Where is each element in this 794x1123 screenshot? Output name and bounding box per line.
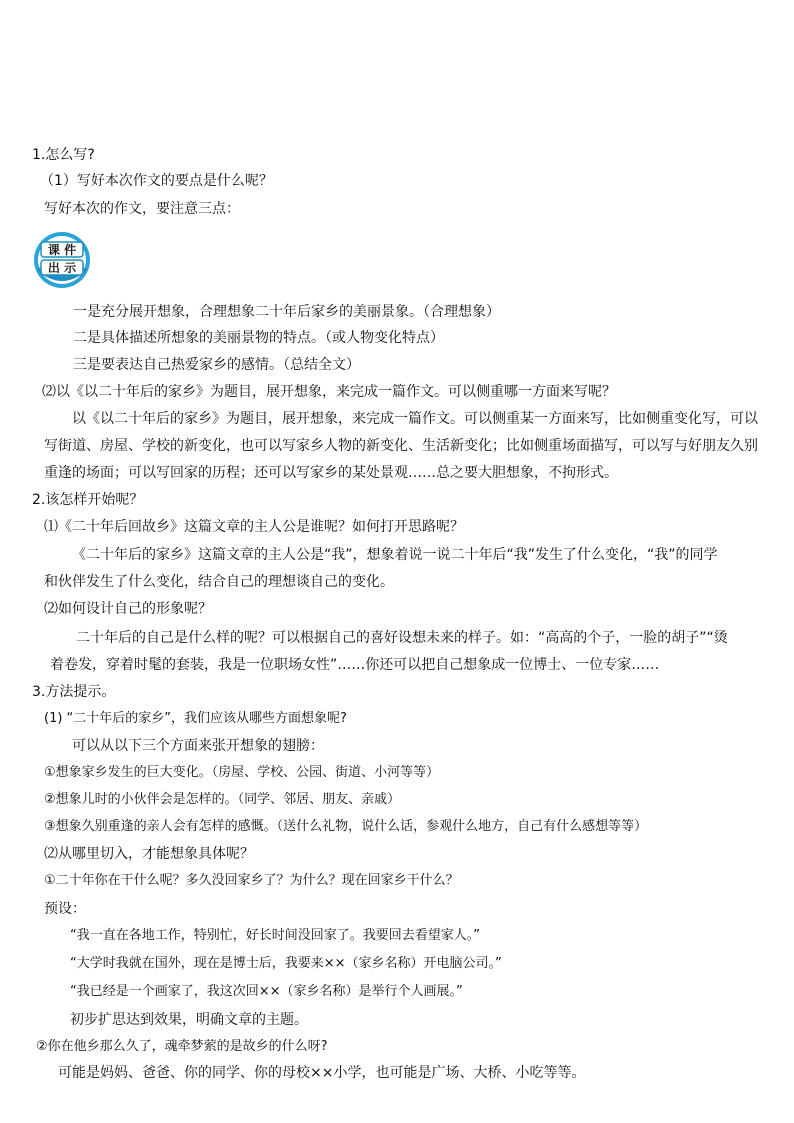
list-item: ②想象儿时的小伙伴会是怎样的。（同学、邻居、朋友、亲戚）: [44, 792, 401, 807]
point-two: 二是具体描述所想象的美丽景物的特点。（或人物变化特点）: [73, 330, 444, 346]
paragraph: 可以从以下三个方面来张开想象的翅膀：: [72, 738, 324, 754]
preset-quote: “大学时我就在国外，现在是博士后，我要来××（家乡名称）开电脑公司。”: [70, 956, 502, 971]
list-item: ①二十年你在干什么呢？多久没回家乡了？为什么？现在回家乡干什么？: [44, 873, 459, 888]
question-3-2: ⑵从哪里切入，才能想象具体呢？: [44, 846, 254, 862]
paragraph: 初步扩思达到效果，明确文章的主题。: [70, 1012, 308, 1028]
question-1-2: ⑵以《以二十年后的家乡》为题目，展开想象，来完成一篇作文。可以侧重哪一方面来写呢？: [42, 384, 616, 400]
question-1-1: （1）写好本次作文的要点是什么呢？: [40, 173, 273, 189]
preset-label: 预设：: [44, 901, 86, 917]
question-2-1: ⑴《二十年后回故乡》这篇文章的主人公是谁呢？如何打开思路呢？: [44, 519, 464, 535]
paragraph: 可能是妈妈、爸爸、你的同学、你的母校××小学，也可能是广场、大桥、小吃等等。: [58, 1065, 586, 1081]
paragraph: 写街道、房屋、学校的新变化，也可以写家乡人物的新变化、生活新变化；比如侧重场面描写，可以写与好朋友久别: [44, 438, 758, 454]
courseware-badge-icon: [33, 231, 91, 289]
badge-line2: 出 示: [47, 261, 77, 275]
paragraph: 着卷发，穿着时髦的套装，我是一位职场女性”……你还可以把自己想象成一位博士、一位专家……: [50, 657, 660, 673]
paragraph: 《二十年后的家乡》这篇文章的主人公是“我”，想象着说一说二十年后“我”发生了什么变化，“我”的同学: [72, 547, 718, 563]
list-item: ③想象久别重逢的亲人会有怎样的感慨。（送什么礼物，说什么话，参观什么地方，自己有什么感想等等）: [44, 819, 648, 834]
heading-method-tips: 3.方法提示。: [32, 684, 116, 700]
preset-quote: “我已经是一个画家了，我这次回××（家乡名称）是举行个人画展。”: [70, 984, 463, 999]
point-one: 一是充分展开想象，合理想象二十年后家乡的美丽景象。（合理想象）: [73, 304, 500, 320]
courseware-badge: [33, 231, 91, 289]
paragraph: 写好本次的作文，要注意三点：: [44, 201, 240, 217]
paragraph: 重逢的场面；可以写回家的历程；还可以写家乡的某处景观……总之要大胆想象，不拘形式。: [44, 465, 618, 481]
question-3-1: (1) “二十年后的家乡”，我们应该从哪些方面想象呢?: [44, 711, 347, 726]
paragraph: 以《以二十年后的家乡》为题目，展开想象，来完成一篇作文。可以侧重某一方面来写，比如侧重变化写，可以: [72, 411, 758, 427]
list-item: ②你在他乡那么久了，魂牵梦萦的是故乡的什么呀?: [36, 1039, 328, 1054]
list-item: ①想象家乡发生的巨大变化。（房屋、学校、公园、街道、小河等等）: [44, 765, 440, 780]
paragraph: 二十年后的自己是什么样的呢？可以根据自己的喜好设想未来的样子。如：“高高的个子，一脸的胡子”“烫: [76, 630, 728, 646]
heading-how-to-start: 2.该怎样开始呢？: [32, 492, 144, 508]
heading-how-to-write: 1.怎么写?: [32, 147, 95, 163]
point-three: 三是要表达自己热爱家乡的感情。（总结全文）: [73, 357, 360, 373]
badge-line1: 课 件: [47, 243, 77, 257]
preset-quote: “我一直在各地工作，特别忙，好长时间没回家了。我要回去看望家人。”: [70, 928, 480, 943]
question-2-2: ⑵如何设计自己的形象呢？: [44, 601, 212, 617]
paragraph: 和伙伴发生了什么变化，结合自己的理想谈自己的变化。: [44, 574, 394, 590]
